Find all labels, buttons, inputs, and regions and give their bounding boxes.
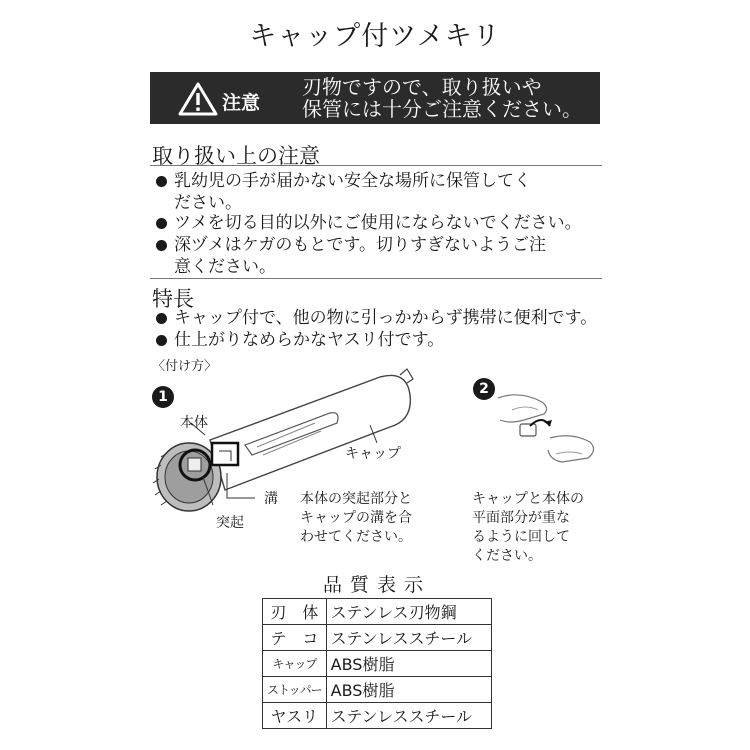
label-body: 本体 — [180, 415, 208, 431]
feature-item: 仕上がりなめらかなヤスリ付です。 — [156, 329, 444, 351]
table-row — [263, 703, 492, 729]
table-row — [263, 651, 492, 677]
spec-value: ステンレススチール — [326, 703, 491, 729]
spec-key: ストッパー — [263, 677, 327, 703]
howto-heading: 〈付け方〉 — [152, 359, 218, 374]
table-row — [263, 677, 492, 703]
features-heading: 特長 — [152, 287, 194, 311]
step-2-badge: 2 — [473, 378, 495, 400]
spec-table — [262, 598, 492, 729]
spec-value: ステンレススチール — [326, 625, 491, 651]
table-row — [263, 599, 492, 625]
step-1-instruction: 本体の突起部分と キャップの溝を合 わせてください。 — [300, 491, 412, 545]
spec-key: キャップ — [263, 651, 327, 677]
handling-item: ツメを切る目的以外にご使用にならないでください。 — [156, 212, 582, 234]
spec-value: ABS樹脂 — [326, 651, 491, 677]
spec-heading: 品質表示 — [322, 574, 431, 596]
spec-key: 刃 体 — [263, 599, 327, 625]
label-protrusion: 突起 — [216, 515, 244, 531]
handling-item: 乳幼児の手が届かない安全な場所に保管してく ださい。 — [156, 170, 531, 214]
label-groove: 溝 — [264, 491, 278, 507]
page-title: キャップ付ツメキリ — [249, 21, 501, 52]
step-2-instruction: キャップと本体の 平面部分が重な るように回して ください。 — [472, 491, 584, 564]
step-1-badge: 1 — [152, 386, 174, 408]
spec-key: ヤスリ — [263, 703, 327, 729]
table-row — [263, 625, 492, 651]
warning-text: 刃物ですので、取り扱いや 保管には十分ご注意ください。 — [302, 75, 582, 121]
handling-divider — [150, 165, 602, 166]
warning-triangle-icon — [178, 82, 218, 116]
spec-key: テ コ — [263, 625, 327, 651]
handling-heading: 取り扱い上の注意 — [152, 144, 320, 168]
hands-twisting-illustration — [490, 380, 605, 485]
spec-value: ABS樹脂 — [326, 677, 491, 703]
warning-banner — [150, 72, 600, 124]
handling-item: 深ヅメはケガのもとです。切りすぎないようご注 意ください。 — [156, 234, 546, 278]
features-divider — [150, 278, 602, 279]
spec-value: ステンレス刃物鋼 — [326, 599, 491, 625]
feature-item: キャップ付で、他の物に引っかからず携帯に便利です。 — [156, 307, 597, 329]
warning-label: 注意 — [222, 92, 261, 114]
label-cap: キャップ — [345, 446, 401, 462]
